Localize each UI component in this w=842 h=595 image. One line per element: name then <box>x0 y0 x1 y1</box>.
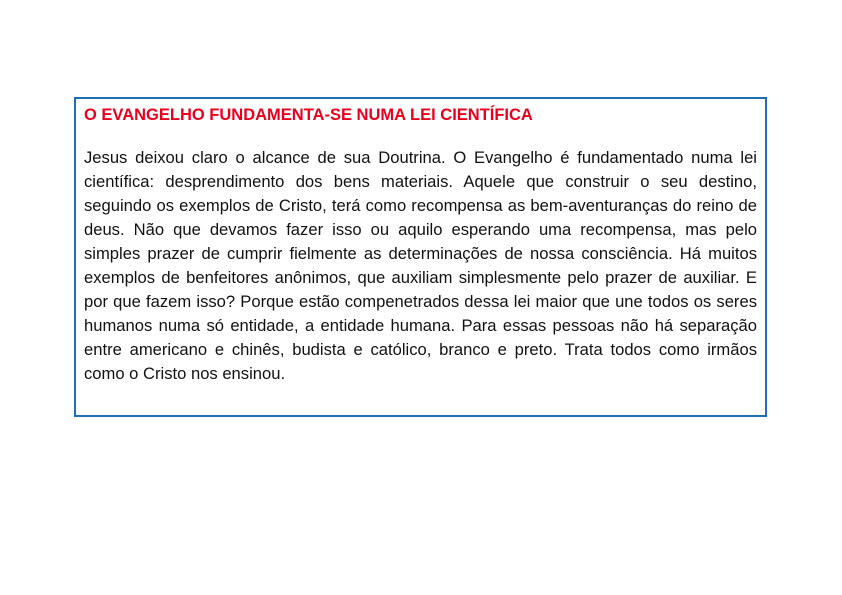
document-heading: O EVANGELHO FUNDAMENTA-SE NUMA LEI CIENTÍFICA <box>84 106 533 124</box>
text-box <box>74 97 767 417</box>
document-body: Jesus deixou claro o alcance de sua Doutrina. O Evangelho é fundamentado numa lei científica: desprendimento dos bens materiais. Aquele que construir o seu destino, seguindo os exemplos de Cristo, terá como recompensa as bem-aventuranças do reino de deus. Não que devamos fazer isso ou aquilo esperando uma recompensa, mas pelo simples prazer de cumprir fielmente as determinações de nossa consciência. Há muitos exemplos de benfeitores anônimos, que auxiliam simplesmente pelo prazer de auxiliar. E por que fazem isso? Porque estão compenetrados dessa lei maior que une todos os seres humanos numa só entidade, a entidade humana. Para essas pessoas não há separação entre americano e chinês, budista e católico, branco e preto. Trata todos como irmãos como o Cristo nos ensinou. <box>84 148 757 383</box>
